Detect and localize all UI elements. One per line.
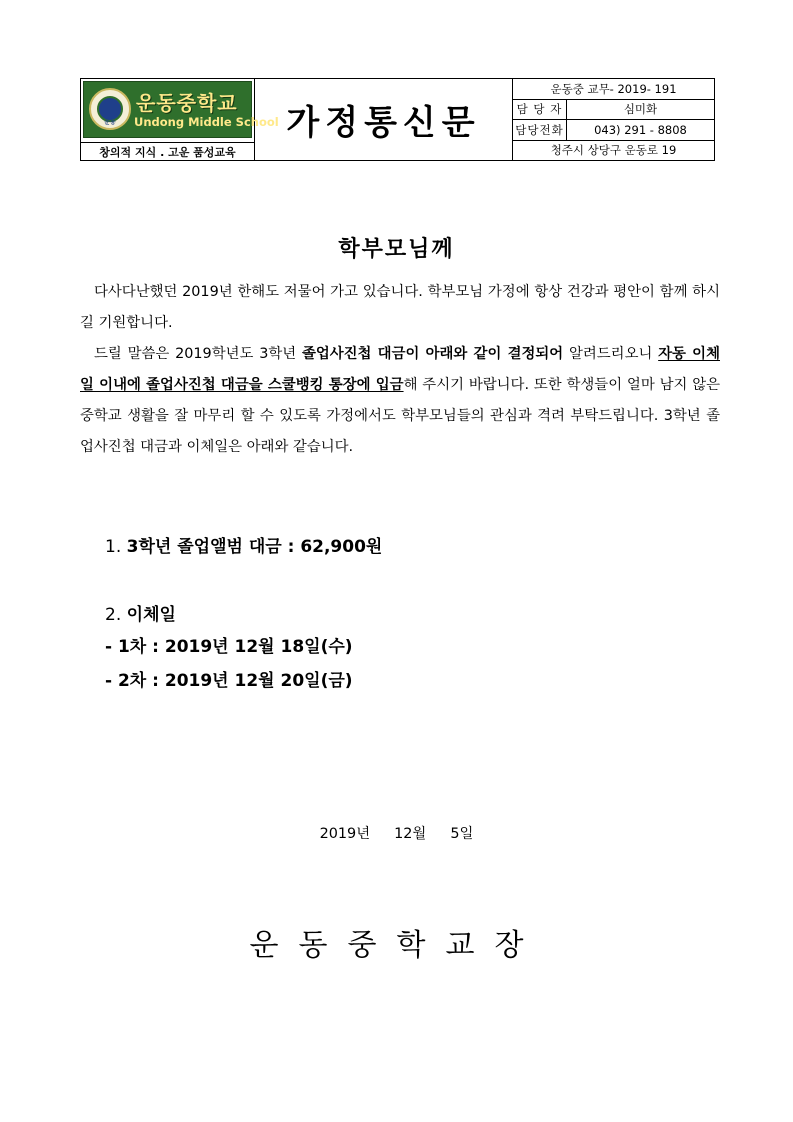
paragraph-intro bbox=[80, 277, 720, 339]
item2-text: 이체일 bbox=[126, 605, 176, 625]
transfer-date-2: - 2차 : 2019년 12월 20일(금) bbox=[105, 671, 353, 691]
notice-text-3: 해 주시기 바랍니다. 또한 학생들이 얼마 남지 않은 중학교 생활을 잘 마무리 할 수 있도록 가정에서도 학부모님들의 관심과 격려 부탁드립니다. 3학년 졸업사진첩 대금과 이체일은 아래와 같습니다. bbox=[80, 377, 721, 455]
newsletter-header bbox=[80, 78, 715, 161]
notice-text-2: 알려드리오니 bbox=[563, 346, 659, 362]
document-date bbox=[0, 822, 793, 843]
info-table bbox=[513, 79, 714, 160]
logo-school-name-en: Undong Middle School bbox=[134, 115, 279, 129]
principal-signature: 운동중학교장 bbox=[249, 928, 544, 963]
info-row-doc-number bbox=[513, 79, 714, 100]
info-row-manager bbox=[513, 100, 714, 121]
info-row-phone bbox=[513, 120, 714, 141]
notice-bold-underline: 자동 이체일 이내에 졸업사진첩 대금을 스쿨뱅킹 통장에 입금 bbox=[80, 346, 720, 393]
school-emblem-icon bbox=[89, 88, 131, 130]
item2-number: 2. bbox=[105, 605, 122, 625]
school-motto: 창의적 지식 . 고운 품성교육 bbox=[81, 142, 254, 160]
item1-text: 3학년 졸업앨범 대금 : 62,900원 bbox=[126, 537, 383, 557]
item-transfer-date bbox=[105, 600, 176, 625]
manager-value: 심미화 bbox=[623, 102, 658, 117]
info-row-address bbox=[513, 141, 714, 161]
title-column bbox=[255, 79, 513, 160]
document-title: 가정통신문 bbox=[286, 103, 481, 143]
transfer-date-1: - 1차 : 2019년 12월 18일(수) bbox=[105, 637, 353, 657]
paragraph-notice bbox=[80, 339, 720, 463]
school-logo bbox=[83, 81, 279, 138]
logo-column bbox=[81, 79, 279, 160]
notice-bold-1: 졸업사진첩 대금이 아래와 같이 결정되어 bbox=[301, 346, 564, 362]
school-address: 청주시 상당구 운동로 19 bbox=[550, 143, 677, 158]
document-number: 운동중 교무- 2019- 191 bbox=[550, 81, 677, 96]
emblem-text: 운동 bbox=[104, 119, 116, 126]
phone-value: 043) 291 - 8808 bbox=[594, 122, 687, 137]
logo-school-name: 운동중학교 bbox=[136, 91, 238, 115]
manager-label: 담 당 자 bbox=[513, 100, 567, 120]
notice-text-1: 드릴 말씀은 2019학년도 3학년 bbox=[94, 346, 302, 362]
date-month: 12월 bbox=[394, 826, 427, 842]
paragraph-intro-text: 다사다난했던 2019년 한해도 저물어 가고 있습니다. 학부모님 가정에 항상 건강과 평안이 함께 하시길 기원합니다. bbox=[80, 284, 720, 331]
date-year: 2019년 bbox=[319, 826, 371, 842]
date-day: 5일 bbox=[450, 826, 474, 842]
greeting-heading: 학부모님께 bbox=[338, 237, 455, 262]
item-album-fee bbox=[105, 532, 382, 557]
phone-label: 담당전화 bbox=[513, 120, 567, 140]
item1-number: 1. bbox=[105, 537, 122, 557]
